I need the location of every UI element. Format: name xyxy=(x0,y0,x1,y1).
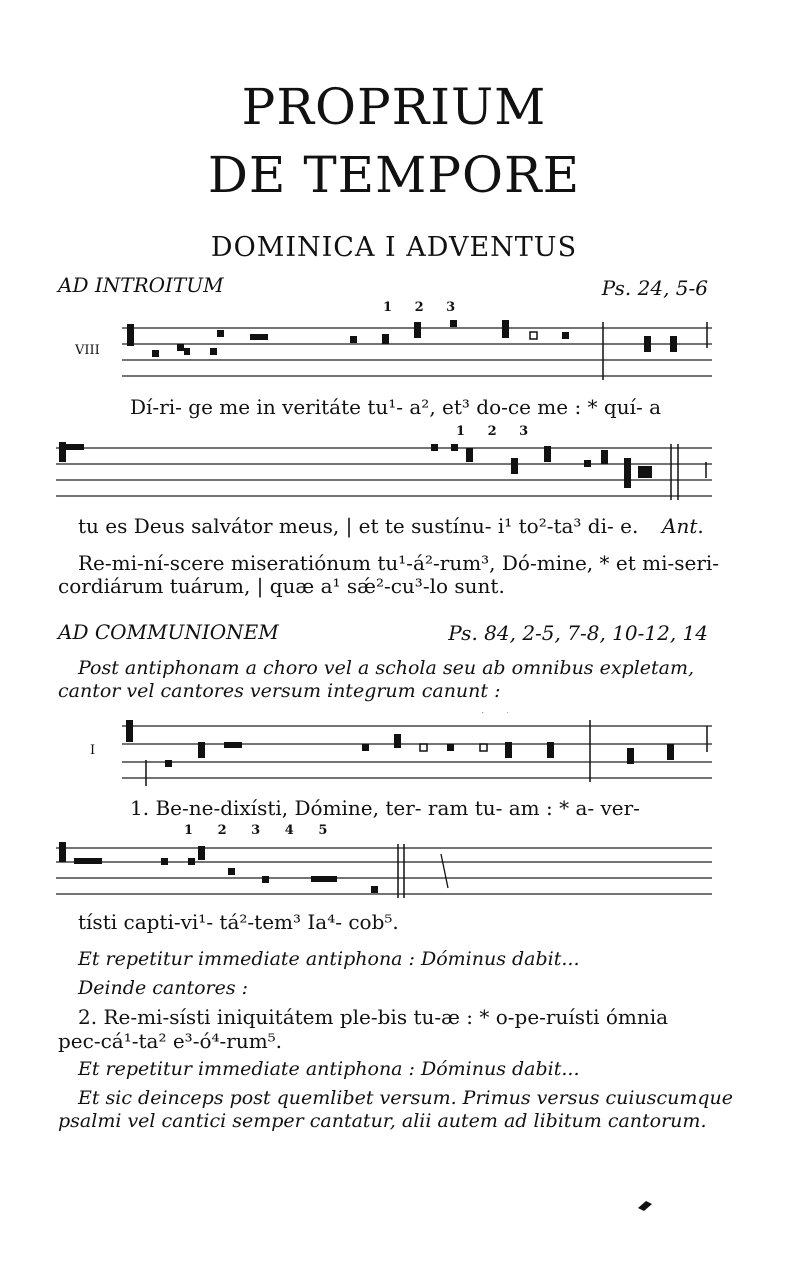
ornament-mark xyxy=(636,1198,656,1214)
communion-staff-2 xyxy=(56,840,712,904)
repeat-rubric-1: Et repetitur immediate antiphona : Dóminus dabit... xyxy=(78,948,580,970)
introit-staff-1 xyxy=(122,318,712,384)
introit-psalm-ref: Ps. 24, 5-6 xyxy=(601,276,708,300)
communion-marks: 1 2 3 4 5 xyxy=(184,823,328,838)
communion-mode: I xyxy=(90,743,96,758)
deinde-rubric: Deinde cantores : xyxy=(78,977,249,999)
introit-marks-1: 1 2 3 xyxy=(383,300,456,315)
introit-label: AD INTROITUM xyxy=(58,273,224,297)
verse2-line1: 2. Re-mi-sísti iniquitátem ple-bis tu-æ : * o-pe-ruísti ómnia xyxy=(78,1005,669,1029)
antiphon-label: Ant. xyxy=(662,514,704,538)
rubric-line1: Post antiphonam a choro vel a schola seu ab omnibus expletam, xyxy=(78,657,695,679)
page-title-line2: DE TEMPORE xyxy=(207,146,581,204)
introit-staff-2 xyxy=(56,440,712,506)
introit-lyrics-1: Dí-ri- ge me in veritáte tu¹- a², et³ do-ce me : * quí- a xyxy=(130,395,662,419)
introit-marks-2: 1 2 3 xyxy=(456,424,529,439)
communion-lyrics-1: 1. Be-ne-dixísti, Dómine, ter- ram tu- am : * a- ver- xyxy=(130,796,640,820)
introit-verse-line2: cordiárum tuárum, | quæ a¹ sǽ²-cu³-lo sunt. xyxy=(58,574,505,598)
communion-label: AD COMMUNIONEM xyxy=(58,620,279,644)
introit-verse-line1: Re-mi-ní-scere miseratiónum tu¹-á²-rum³, Dó-mine, * et mi-seri- xyxy=(78,551,720,575)
introit-lyrics-2: tu es Deus salvátor meus, | et te sustínu- i¹ to²-ta³ di- e. xyxy=(78,514,639,538)
communion-staff-1 xyxy=(122,712,712,788)
rubric-line2: cantor vel cantores versum integrum canunt : xyxy=(58,680,501,702)
feast-title: DOMINICA I ADVENTUS xyxy=(210,232,578,263)
verse2-line2: pec-cá¹-ta² e³-ó⁴-rum⁵. xyxy=(58,1029,283,1053)
final-rubric-line1: Et sic deinceps post quemlibet versum. Primus versus cuiuscumque xyxy=(78,1087,733,1109)
page-title-line1: PROPRIUM xyxy=(241,78,547,136)
communion-psalm-ref: Ps. 84, 2-5, 7-8, 10-12, 14 xyxy=(448,621,708,645)
repeat-rubric-2: Et repetitur immediate antiphona : Dóminus dabit... xyxy=(78,1058,580,1080)
communion-lyrics-2: tísti capti-vi¹- tá²-tem³ Ia⁴- cob⁵. xyxy=(78,910,399,934)
introit-mode: VIII xyxy=(75,343,100,358)
final-rubric-line2: psalmi vel cantici semper cantatur, alii autem ad libitum cantorum. xyxy=(58,1110,707,1132)
